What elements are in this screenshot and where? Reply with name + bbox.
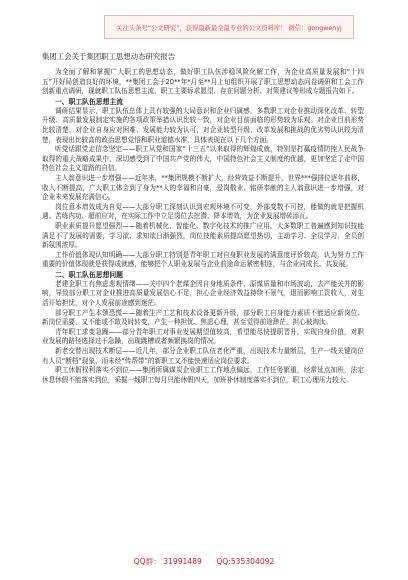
body-paragraph: 岗位意本增效成为自觉——大部分职工深刻认识到宏观环境不可变，外部变数不可控，能做的就是把握机遇、苦练内功、超前应对，在实际工作中立足岗位去挖潜、降本增效，为企业发展增砖添瓦。 [42,202,364,221]
body-paragraph: 为全面了解和掌握广大职工的思想动态，做好职工队伍涉稳风险化解工作，为企业高质量发展和“十四五”开好局创造良好的环境，**集团工会于20**年*月至**月上旬组织开展了职工思想动态问卷调研和工会工作创新重点调研，现就职工队伍思想主流、职工主要诉求愿望、存在问题分析、对策建议等形成专题报告如下。 [42,68,364,96]
body-paragraph: 老建企职工有焦虑悲观情绪——关中四个老煤企因自身地质条件、原煤质量和市场波动，去产能关并的影响，导致部分职工对企业推进高质量发展信心不足，担心企业经济效益持续不景气，退而影响工资收入，对生活开始担忧，对个人发展前途感到迷茫。 [42,279,364,308]
body-paragraph: 职工休假权利落实不到位——集团所属煤炭企业职工工作地点偏远，工作任务繁重，经常延点加班，法定休息休假不能落实到位，采掘一线职工每月只能休假四天，加班补休制度落实不到位，职工心理压力较大。 [42,366,364,384]
paragraph-list [42,68,364,385]
footer-qq: QQ:535304092 [216,557,275,566]
body-paragraph: 主人翁意识进一步增强——近年来，**集团规模不断扩大，经营效益不断提升，世界***强排位逐年前移，收入不断提高，广大职工体会到了身为**人的幸福和自豪，爱岗敬业、铭研奉献的主人翁意识进一步增强，对企业未来发展充满信心。 [42,173,364,202]
document-title: 集团工会关于集团职工思想动态研究报告 [42,52,176,61]
body-paragraph: 新老交替出现技术断层——近几年，部分企业职工队伍老化严重，出现技术力量断层，生产一线关键岗位有人员“断档”现象，而未经“传帮带”的新职工又不能快速适应岗位要求。 [42,347,364,365]
section-heading: 一、职工队伍思想主流 [55,97,123,106]
document-body [42,52,364,385]
body-paragraph: 职业素质提升愿望强烈——随着机械化、智能化、数字化技术的推广应用，大多数职工普遍感到知识技能满足不了发展的需要，学习欲、求知欲日渐强烈，岗位技能素质提高愿望热切，主动学习、全员学习、全员创新氛围浓厚。 [42,221,364,250]
body-paragraph: 调研结果显示，职工队伍总体上具有较强的大局意识和企业归属感，多数职工对企业推动深化改革、转型升级、高质量发展制定实施的各项政策举措认识比较一致，对企业目前面临的形势较为乐观。对企业目前形势比较清楚，对企业自身应对困难、发展能力较为认可，对企业转型升级、改革发展和挑战的优劣势认识较为清楚，表现出比较高的政治思想觉悟和职业道德水准，具体表现在以下几个方面。 [42,106,364,144]
section-heading: 二、职工队伍思想问题 [55,270,123,279]
body-paragraph: 工作价值体现认知明确——大部分职工特别是青年职工对自身职业发展的满意度评价较高，认为努力工作重要的价值体现就是获得成就感，能够把个人职业发展与企业前途命运紧密相连，与企业同成长、共发展。 [42,250,364,269]
footer-qq-group: QQ群： 31991489 [133,557,202,566]
body-paragraph: 青年职工求变急躁——部分青年职工对事业发展期望值较高，希望能尽快提职晋升，实现自身价值，对职业发展的路径选择过于急躁，出现跳槽或者频繁换岗的情况。 [42,327,364,346]
body-paragraph: 部分职工产生本领恐慌——随着生产工艺和技术设备更新升级，部分职工自身能力素质不能适应新岗位、新岗位需要，又不能或不敢及时转变，产生一种担忧、焦虑心理，甚至觉得前途渺茫，担心被淘汰。 [42,308,364,327]
footer-contact [0,556,408,567]
body-paragraph: 听党话跟党走信念坚定——职工从党和国家“十三五”以来取得的辉煌成就，特别是打赢疫情防控人民战争取得的重大战略成果中，深切感受到了中国共产党的伟大，中国特色社会主义制度的优越，更加坚定了走中国特色社会主义道路的自信。 [42,145,364,173]
promo-banner[interactable] [104,15,354,39]
promo-banner-text: 关注头条号“公文研究”，获得最新最全最专业的公文资料库！ 微信：gongwenyj [116,24,342,32]
